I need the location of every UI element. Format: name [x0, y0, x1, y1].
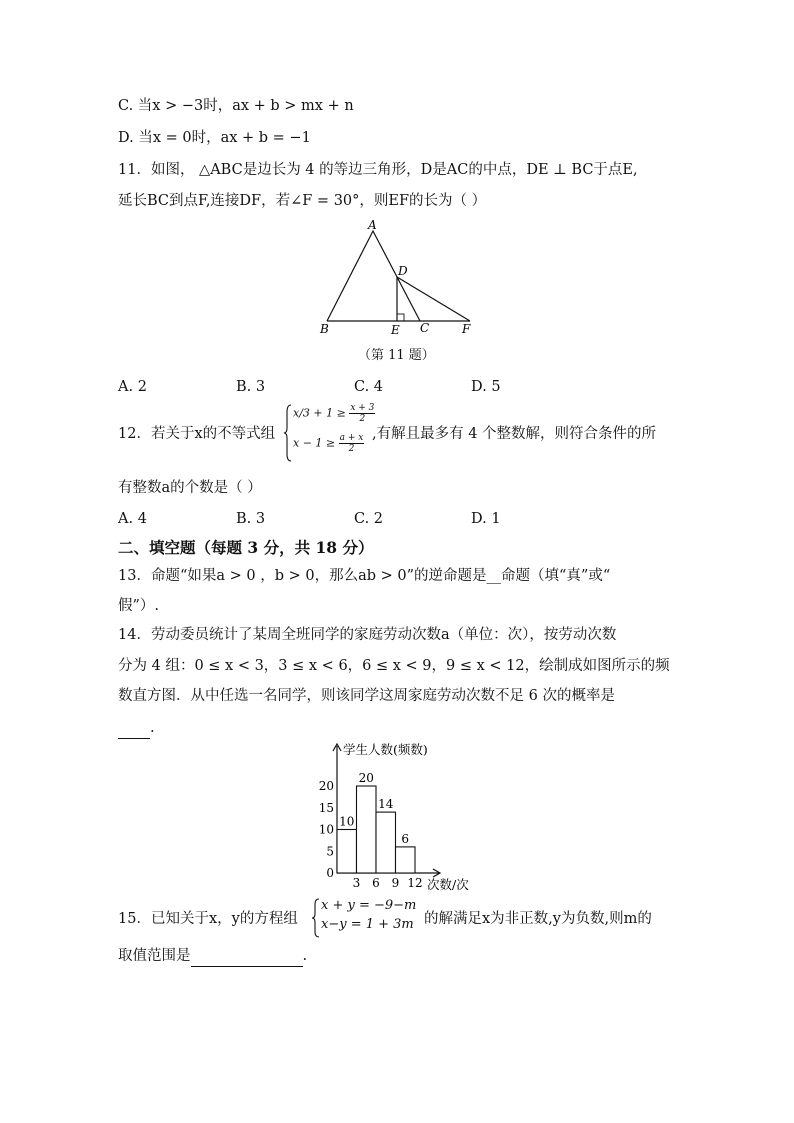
brace-icon [284, 404, 292, 462]
vertex-f-label: F [462, 322, 471, 336]
histogram-bar [376, 812, 396, 873]
q15-line-2-text: 取值范围是 [118, 948, 191, 964]
histogram-bar [396, 847, 416, 873]
vertex-d-label: D [398, 264, 408, 278]
q12-suffix: ,有解且最多有 4 个整数解，则符合条件的所 [372, 426, 657, 442]
q11-option-c: C. 4 [354, 379, 384, 395]
vertex-a-label: A [368, 218, 377, 232]
q14-line-2: 分为 4 组：0 ≤ x < 3，3 ≤ x < 6，6 ≤ x < 9，9 ≤ x < 12，绘制成如图所示的频 [118, 658, 670, 674]
q12-option-a: A. 4 [118, 511, 147, 527]
q13-line-1: 13．命题“如果a > 0 ，b > 0，那么ab > 0”的逆命题是__命题（填“真”或“ [118, 568, 611, 584]
q12-ineq1-den: 2 [359, 414, 366, 424]
brace-icon [312, 898, 320, 938]
q15-line-2 [118, 946, 307, 967]
vertex-b-label: B [320, 322, 329, 336]
section-2-heading: 二、填空题（每题 3 分，共 18 分） [118, 538, 374, 557]
q14-line-4-end: . [150, 720, 155, 736]
q15-line-2-end: . [302, 948, 308, 964]
q12-ineq2-num: a + x [339, 433, 364, 443]
triangle-figure [310, 218, 490, 338]
bar-value-label: 6 [401, 831, 410, 846]
histogram-bar [337, 830, 357, 874]
option-d-line: D. 当x = 0时，ax + b = −1 [118, 130, 311, 146]
q12-ineq1-left: x/3 + 1 ≥ [293, 406, 346, 420]
q12-ineq2-den: 2 [348, 444, 355, 454]
x-tick-label: 6 [372, 876, 380, 890]
vertex-c-label: C [420, 321, 430, 335]
x-tick-label: 3 [352, 876, 361, 890]
q12-ineq2-left: x − 1 ≥ [293, 436, 336, 450]
q15-suffix: 的解满足x为非正数,y为负数,则m的 [424, 911, 652, 927]
option-c-line: C. 当x > −3时，ax + b > mx + n [118, 98, 354, 114]
q11-line-2: 延长BC到点F,连接DF，若∠F = 30°，则EF的长为（ ） [118, 193, 487, 209]
q12-line-2: 有整数a的个数是（ ） [118, 480, 262, 496]
q11-option-d: D. 5 [471, 379, 501, 395]
y-axis-label: 学生人数(频数) [343, 742, 428, 757]
q12-inequality-system [284, 403, 374, 463]
q14-line-3: 数直方图．从中任选一名同学，则该同学这周家庭劳动次数不足 6 次的概率是 [118, 688, 615, 704]
q11-line-1: 11．如图， △ABC是边长为 4 的等边三角形，D是AC的中点，DE ⊥ BC于点E, [118, 162, 638, 178]
x-tick-label: 12 [407, 876, 423, 890]
y-tick-label: 20 [318, 779, 334, 793]
bar-value-label: 14 [378, 797, 394, 812]
q14-line-4 [118, 718, 155, 739]
histogram-chart [310, 740, 480, 892]
q15-equation-system [312, 897, 432, 939]
q11-option-a: A. 2 [118, 379, 147, 395]
q11-caption: （第 11 题） [358, 348, 435, 363]
x-tick-label: 9 [391, 876, 400, 890]
q15-eq2: x−y = 1 + 3m [321, 917, 414, 932]
q15-answer-blank[interactable] [191, 946, 303, 967]
q12-option-b: B. 3 [236, 511, 266, 527]
y-tick-label: 10 [318, 822, 334, 837]
q12-option-c: C. 2 [354, 511, 384, 527]
q15-prefix: 15．已知关于x，y的方程组 [118, 911, 298, 927]
origin-label: 0 [326, 866, 334, 880]
y-tick-label: 15 [318, 800, 334, 815]
q12-prefix: 12．若关于x的不等式组 [118, 426, 276, 442]
bar-value-label: 10 [339, 814, 355, 829]
x-axis-label: 次数/次 [427, 877, 469, 892]
bar-value-label: 20 [358, 771, 374, 785]
q15-eq1: x + y = −9−m [321, 898, 417, 913]
vertex-e-label: E [391, 323, 400, 337]
q13-line-2: 假”）. [118, 598, 160, 614]
q11-option-b: B. 3 [236, 379, 266, 395]
histogram-bar [357, 786, 377, 873]
q14-line-1: 14．劳动委员统计了某周全班同学的家庭劳动次数a（单位：次），按劳动次数 [118, 627, 617, 643]
q12-ineq1-num: x + 3 [350, 403, 375, 413]
y-tick-label: 5 [326, 844, 334, 859]
q12-option-d: D. 1 [471, 511, 501, 527]
q14-answer-blank[interactable] [118, 718, 150, 739]
